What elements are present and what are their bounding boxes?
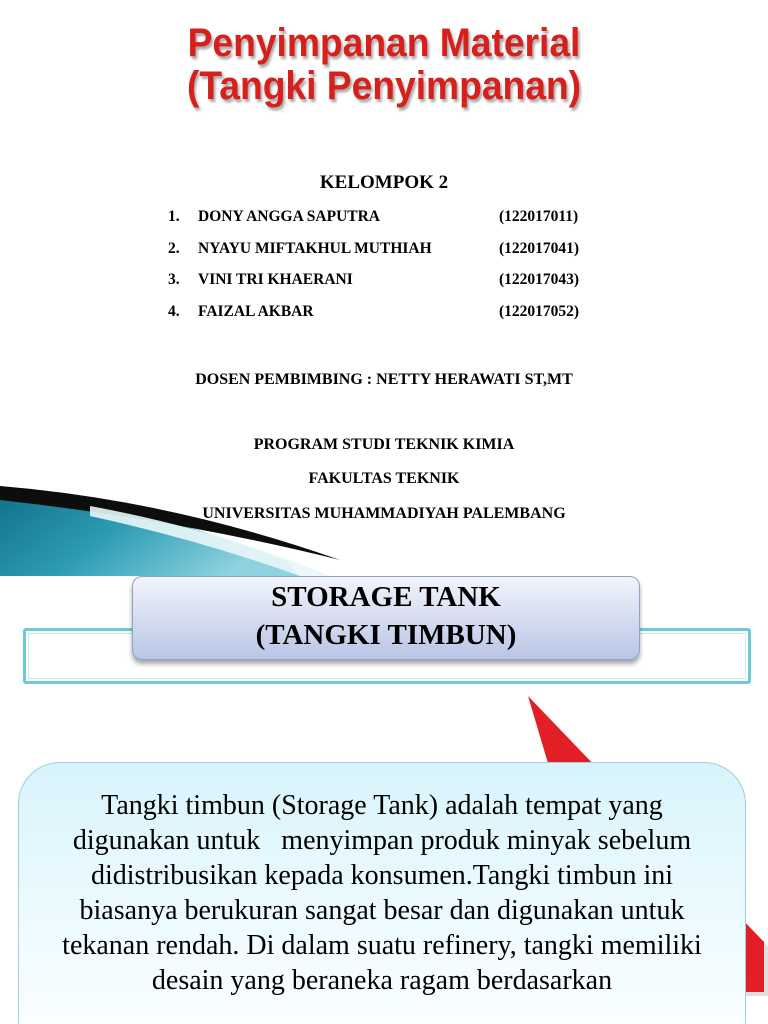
member-id: (122017043) bbox=[499, 271, 580, 288]
slide-storage-tank bbox=[0, 576, 768, 1024]
member-name: VINI TRI KHAERANI bbox=[198, 271, 353, 288]
member-item bbox=[168, 271, 638, 303]
heading-line-2: (TANGKI TIMBUN) bbox=[255, 619, 517, 651]
study-program: PROGRAM STUDI TEKNIK KIMIA bbox=[253, 436, 515, 453]
title-line-1: Penyimpanan Material bbox=[187, 21, 581, 65]
university-name: UNIVERSITAS MUHAMMADIYAH PALEMBANG bbox=[202, 505, 566, 522]
group-heading: KELOMPOK 2 bbox=[319, 172, 449, 193]
definition-paragraph: Tangki timbun (Storage Tank) adalah tempat yang digunakan untuk menyimpan produk minyak sebelum didistribusikan kepada konsumen.Tangki timbun ini biasanya berukuran sangat besar dan digunakan untuk tekanan rendah. Di dalam suatu refinery, tangki memiliki desain yang beraneka ragam berdasarkan bbox=[62, 790, 709, 996]
member-item bbox=[168, 208, 638, 240]
member-number: 2. bbox=[168, 239, 180, 257]
member-number: 1. bbox=[168, 208, 180, 225]
member-item bbox=[168, 303, 638, 335]
member-name: NYAYU MIFTAKHUL MUTHIAH bbox=[198, 239, 432, 257]
member-name: FAIZAL AKBAR bbox=[198, 302, 314, 320]
presentation-title bbox=[27, 22, 741, 108]
member-id: (122017052) bbox=[499, 302, 580, 320]
member-id: (122017041) bbox=[499, 239, 580, 257]
heading-line-1: STORAGE TANK bbox=[271, 581, 501, 613]
faculty-name: FAKULTAS TEKNIK bbox=[308, 470, 460, 487]
member-id: (122017011) bbox=[499, 208, 579, 225]
member-list bbox=[168, 208, 638, 334]
member-item bbox=[168, 240, 638, 272]
section-heading bbox=[132, 576, 640, 660]
definition-text-box bbox=[18, 762, 746, 1024]
member-number: 4. bbox=[168, 302, 180, 320]
member-number: 3. bbox=[168, 271, 180, 288]
supervisor-line: DOSEN PEMBIMBING : NETTY HERAWATI ST,MT bbox=[195, 371, 573, 388]
member-name: DONY ANGGA SAPUTRA bbox=[198, 208, 380, 225]
title-line-2: (Tangki Penyimpanan) bbox=[186, 64, 582, 108]
